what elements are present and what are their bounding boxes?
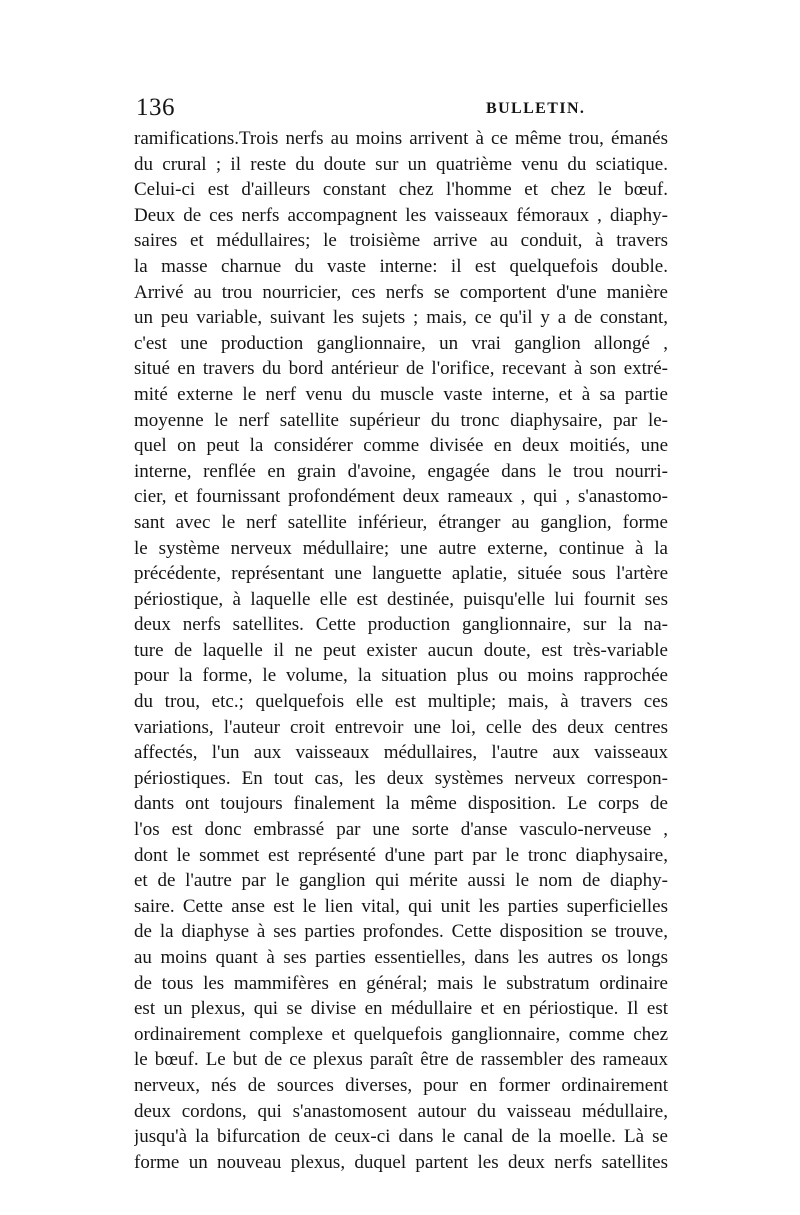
text-line: c'est une production ganglionnaire, un vrai ganglion allongé , [134,332,668,354]
text-line: dants ont toujours finalement la même disposition. Le corps de [134,793,668,815]
text-line: variations, l'auteur croit entrevoir une loi, celle des deux centres [134,716,668,738]
text-line: deux cordons, qui s'anastomosent autour du vaisseau médullaire, [134,1100,668,1122]
text-line: deux nerfs satellites. Cette production ganglionnaire, sur la na- [134,614,668,636]
text-line: situé en travers du bord antérieur de l'orifice, recevant à son extré- [134,358,668,380]
text-line: pour la forme, le volume, la situation plus ou moins rapprochée [134,665,668,687]
running-title: BULLETIN. [486,100,586,117]
text-line: le système nerveux médullaire; une autre externe, continue à la [134,537,668,559]
text-line: la masse charnue du vaste interne: il est quelquefois double. [134,255,668,277]
text-line: ramifications.Trois nerfs au moins arrivent à ce même trou, émanés [134,128,668,149]
text-line: sant avec le nerf satellite inférieur, étranger au ganglion, forme [134,511,668,533]
text-line: périostiques. En tout cas, les deux systèmes nerveux correspon- [134,767,668,789]
text-line: l'os est donc embrassé par une sorte d'anse vasculo-nerveuse , [134,819,668,841]
text-line: de tous les mammifères en général; mais le substratum ordinaire [134,972,668,994]
text-line: affectés, l'un aux vaisseaux médullaires, l'autre aux vaisseaux [134,742,668,764]
text-line: ordinairement complexe et quelquefois ganglionnaire, comme chez [134,1023,668,1045]
text-line: au moins quant à ses parties essentielles, dans les autres os longs [134,947,668,968]
text-line: le bœuf. Le but de ce plexus paraît être de rassembler des rameaux [134,1049,668,1071]
text-line: dont le sommet est représenté d'une part par le tronc diaphysaire, [134,844,668,866]
text-line: un peu variable, suivant les sujets ; mais, ce qu'il y a de constant, [134,307,668,329]
text-line: forme un nouveau plexus, duquel partent les deux nerfs satellites [134,1151,668,1173]
body-text [134,126,668,1175]
text-line: du crural ; il reste du doute sur un quatrième venu du sciatique. [134,153,668,175]
text-line: quel on peut la considérer comme divisée en deux moitiés, une [134,435,668,457]
text-line: est un plexus, qui se divise en médullaire et en périostique. Il est [134,998,668,1020]
text-line: précédente, représentant une languette aplatie, située sous l'artère [134,563,668,585]
text-line: saires et médullaires; le troisième arrive au conduit, à travers [134,230,668,252]
text-line: de la diaphyse à ses parties profondes. Cette disposition se trouve, [134,921,668,943]
text-line: jusqu'à la bifurcation de ceux-ci dans le canal de la moelle. Là se [134,1126,668,1148]
text-line: interne, renflée en grain d'avoine, engagée dans le trou nourri- [134,460,668,482]
text-line: ture de laquelle il ne peut exister aucun doute, est très-variable [134,639,668,661]
page-number: 136 [136,94,175,121]
text-line: Arrivé au trou nourricier, ces nerfs se comportent d'une manière [134,281,668,303]
text-line: et de l'autre par le ganglion qui mérite aussi le nom de diaphy- [134,870,668,892]
text-line: mité externe le nerf venu du muscle vaste interne, et à sa partie [134,383,668,405]
text-line: du trou, etc.; quelquefois elle est multiple; mais, à travers ces [134,691,668,713]
text-line: saire. Cette anse est le lien vital, qui unit les parties superficielles [134,895,668,917]
text-line: nerveux, nés de sources diverses, pour en former ordinairement [134,1074,668,1096]
text-line: Deux de ces nerfs accompagnent les vaisseaux fémoraux , diaphy- [134,204,668,226]
text-line: cier, et fournissant profondément deux rameaux , qui , s'anastomo- [134,486,668,508]
text-line: moyenne le nerf satellite supérieur du tronc diaphysaire, par le- [134,409,668,431]
text-line: périostique, à laquelle elle est destinée, puisqu'elle lui fournit ses [134,588,668,610]
running-head [134,93,668,123]
text-line: Celui-ci est d'ailleurs constant chez l'homme et chez le bœuf. [134,179,668,201]
